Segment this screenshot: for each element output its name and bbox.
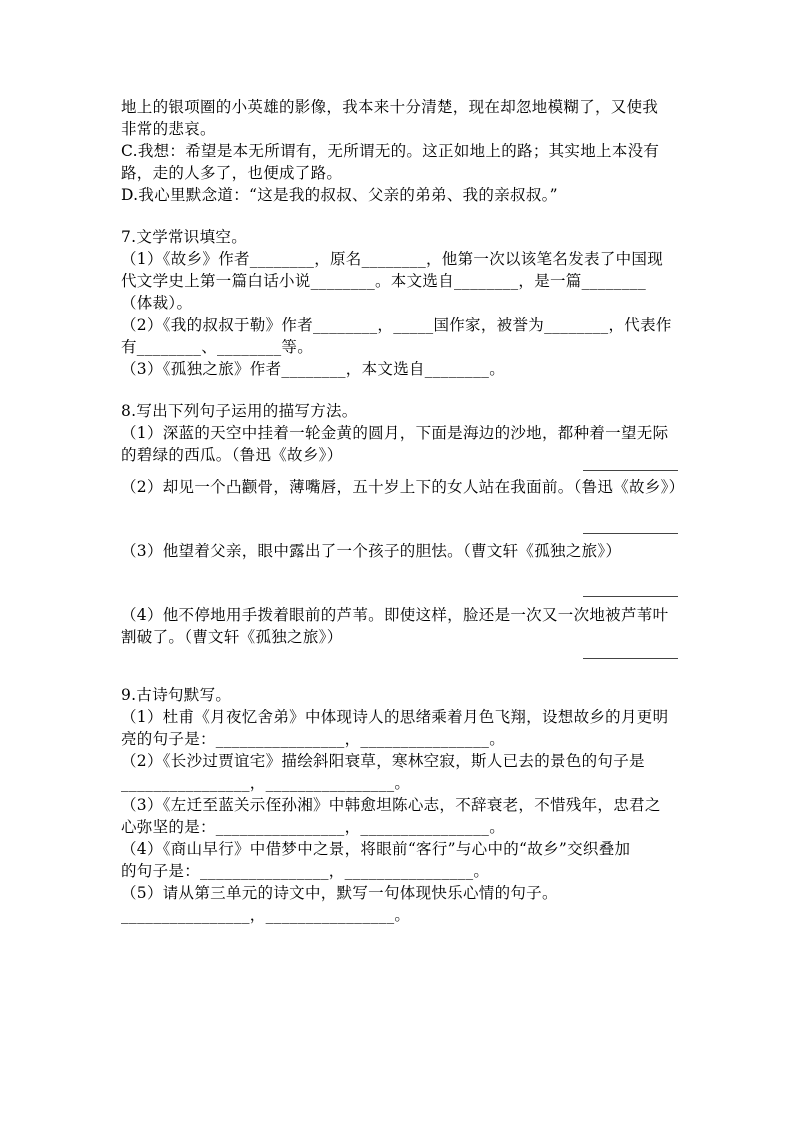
q9-line: （5）请从第三单元的诗文中，默写一句体现快乐心情的句子。 xyxy=(121,884,558,902)
q9-line: （2）《长沙过贾谊宅》描绘斜阳衰草，寒林空寂，斯人已去的景色的句子是 xyxy=(121,752,645,770)
q9-line: （1）杜甫《月夜忆舍弟》中体现诗人的思绪乘着月色飞翔，设想故乡的月更明 xyxy=(121,708,669,726)
q7-line: （2）《我的叔叔于勒》作者________，_____国作家，被誉为________，代表作 xyxy=(121,316,672,334)
question-9-title: 9.古诗句默写。 xyxy=(121,686,232,704)
q8-line: 的碧绿的西瓜。（鲁迅《故乡》） xyxy=(121,446,343,464)
answer-blank[interactable] xyxy=(583,596,678,597)
passage-line: 地上的银项圈的小英雄的影像，我本来十分清楚，现在却忽地模糊了，又使我 xyxy=(121,98,659,116)
question-8-title: 8.写出下列句子运用的描写方法。 xyxy=(121,402,358,420)
q9-line: （3）《左迁至蓝关示侄孙湘》中韩愈坦陈心志，不辞衰老，不惜残年，忠君之 xyxy=(121,796,661,814)
q7-line: 有________、________等。 xyxy=(121,338,314,356)
q9-line: （4）《商山早行》中借梦中之景，将眼前“客行”与心中的“故乡”交织叠加 xyxy=(121,840,631,858)
q8-line: （2）却见一个凸颧骨，薄嘴唇，五十岁上下的女人站在我面前。（鲁迅《故乡》） xyxy=(121,478,685,496)
q7-line: （1）《故乡》作者________，原名________，他第一次以该笔名发表了中国现 xyxy=(121,250,664,268)
q8-line: （4）他不停地用手拨着眼前的芦苇。即使这样，脸还是一次又一次地被芦苇叶 xyxy=(121,606,669,624)
passage-line: 非常的悲哀。 xyxy=(121,120,216,138)
q9-line: ________________，________________。 xyxy=(121,906,411,924)
q7-line: （体裁）。 xyxy=(121,294,193,312)
answer-blank[interactable] xyxy=(583,658,678,659)
answer-blank[interactable] xyxy=(583,533,678,534)
q9-line: 的句子是：________________，________________。 xyxy=(121,862,490,880)
option-c-line: C.我想：希望是本无所谓有，无所谓无的。这正如地上的路；其实地上本没有 xyxy=(121,142,660,160)
q8-line: （3）他望着父亲，眼中露出了一个孩子的胆怯。（曹文轩《孤独之旅》） xyxy=(121,542,622,560)
option-c-line: 路，走的人多了，也便成了路。 xyxy=(121,164,343,182)
q9-line: ________________，________________。 xyxy=(121,774,411,792)
question-7-title: 7.文学常识填空。 xyxy=(121,228,247,246)
q7-line: （3）《孤独之旅》作者________，本文选自________。 xyxy=(121,360,506,378)
q7-line: 代文学史上第一篇白话小说________。本文选自________，是一篇________ xyxy=(121,272,647,290)
q8-line: （1）深蓝的天空中挂着一轮金黄的圆月，下面是海边的沙地，都种着一望无际 xyxy=(121,424,669,442)
q8-line: 割破了。（曹文轩《孤独之旅》） xyxy=(121,628,343,646)
q9-line: 亮的句子是：________________，________________。 xyxy=(121,730,506,748)
option-d-line: D.我心里默念道：“这是我的叔叔、父亲的弟弟、我的亲叔叔。” xyxy=(121,186,558,204)
q9-line: 心弥坚的是：________________，________________。 xyxy=(121,818,506,836)
answer-blank[interactable] xyxy=(583,470,678,471)
